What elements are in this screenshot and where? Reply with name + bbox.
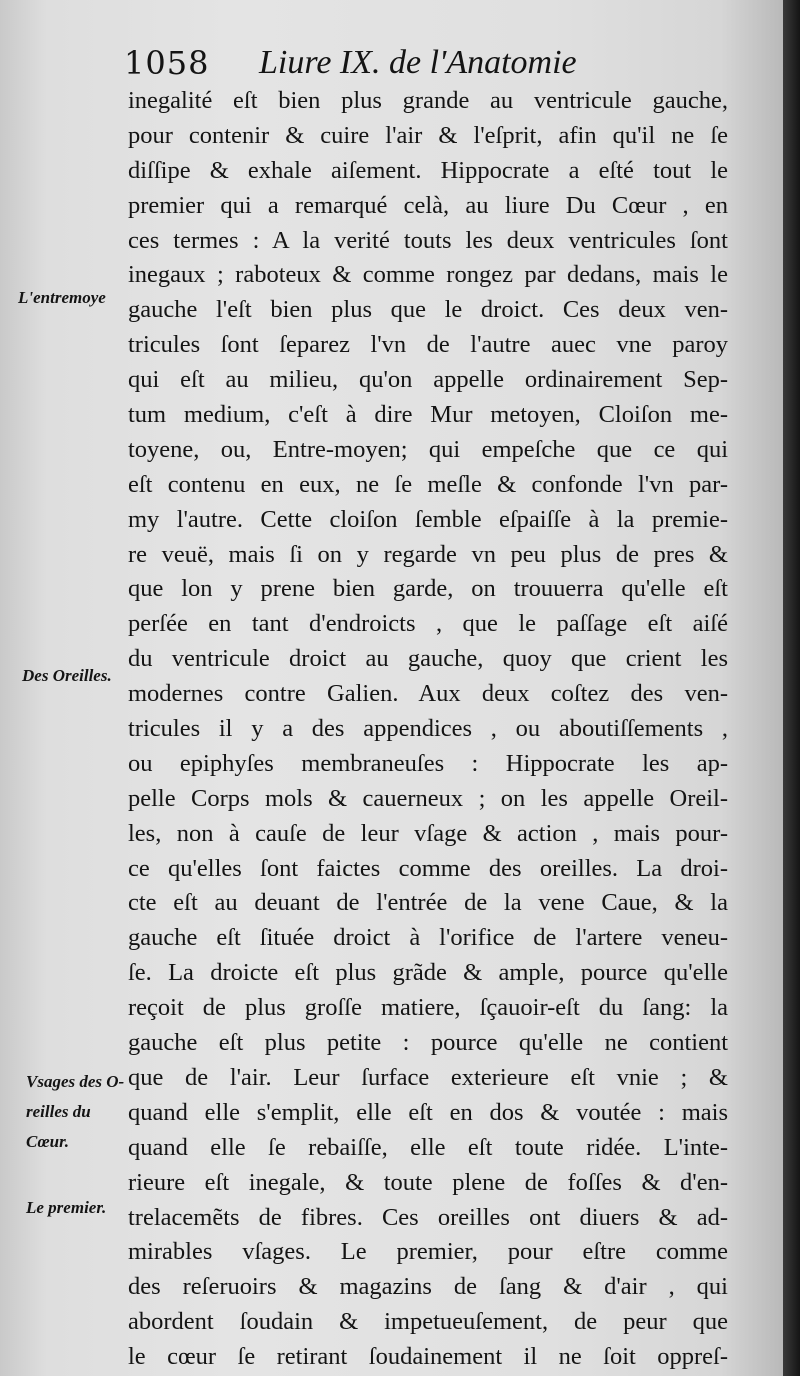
- text-line: pour contenir & cuire l'air & l'eſprit, afin qu'il ne ſe: [128, 121, 728, 149]
- text-line: les, non à cauſe de leur vſage & action , mais pour-: [128, 819, 728, 847]
- text-line: le cœur ſe retirant ſoudainement il ne ſoit oppreſ-: [128, 1343, 728, 1371]
- text-line: modernes contre Galien. Aux deux coſtez des ven-: [128, 680, 728, 708]
- page-edge-shadow: [783, 0, 800, 1376]
- text-line: ſe. La droicte eſt plus grãde & ample, pource qu'elle: [128, 959, 728, 987]
- text-line: rieure eſt inegale, & toute plene de foſſes & d'en-: [128, 1168, 728, 1196]
- text-line: que de l'air. Leur ſurface exterieure eſt vnie ; &: [128, 1063, 728, 1091]
- text-line: my l'autre. Cette cloiſon ſemble eſpaiſſe à la premie-: [128, 505, 728, 533]
- page-number: 1058: [124, 44, 210, 82]
- text-line: diſſipe & exhale aiſement. Hippocrate a eſté tout le: [128, 156, 728, 184]
- text-line: tum medium, c'eſt à dire Mur metoyen, Cloiſon me-: [128, 401, 728, 429]
- margin-note-oreilles: Des Oreilles.: [22, 666, 112, 685]
- text-line: ce qu'elles ſont faictes comme des oreilles. La droi-: [128, 854, 728, 882]
- text-line: inegalité eſt bien plus grande au ventricule gauche,: [128, 87, 728, 114]
- text-line: quand elle ſe rebaiſſe, elle eſt toute ridée. L'inte-: [128, 1133, 728, 1161]
- running-header: [124, 40, 724, 86]
- text-line: quand elle s'emplit, elle eſt en dos & voutée : mais: [128, 1098, 728, 1126]
- text-line: gauche eſt plus petite : pource qu'elle ne contient: [128, 1029, 728, 1057]
- text-line: cte eſt au deuant de l'entrée de la vene Caue, & la: [128, 889, 728, 917]
- text-line: gauche l'eſt bien plus que le droict. Ces deux ven-: [128, 296, 728, 324]
- margin-note-vsages-2: reilles du: [26, 1102, 91, 1121]
- text-line: trelacemẽts de fibres. Ces oreilles ont diuers & ad-: [128, 1203, 728, 1231]
- text-line: du ventricule droict au gauche, quoy que crient les: [128, 645, 728, 673]
- body-text: [128, 84, 728, 1375]
- margin-note-vsages-3: Cœur.: [26, 1132, 69, 1151]
- text-line: des reſeruoirs & magazins de ſang & d'air , qui: [128, 1273, 728, 1301]
- text-line: reçoit de plus groſſe matiere, ſçauoir-eſt du ſang: la: [128, 994, 728, 1022]
- text-line: pelle Corps mols & cauerneux ; on les appelle Oreil-: [128, 784, 728, 812]
- text-line: perſée en tant d'endroicts , que le paſſage eſt aiſé: [128, 610, 728, 638]
- text-line: qui eſt au milieu, qu'on appelle ordinairement Sep-: [128, 366, 728, 394]
- text-line: que lon y prene bien garde, on trouuerra qu'elle eſt: [128, 575, 728, 603]
- text-line: inegaux ; raboteux & comme rongez par dedans, mais le: [128, 261, 728, 289]
- running-title: Liure IX. de l'Anatomie: [259, 44, 577, 81]
- text-line: ou epiphyſes membraneuſes : Hippocrate les ap-: [128, 749, 728, 777]
- margin-note-vsages-1: Vsages des O-: [26, 1072, 125, 1091]
- text-line: abordent ſoudain & impetueuſement, de peur que: [128, 1308, 728, 1336]
- text-line: gauche eſt ſituée droict à l'orifice de l'artere veneu-: [128, 924, 728, 952]
- text-line: toyene, ou, Entre-moyen; qui empeſche que ce qui: [128, 435, 728, 463]
- text-line: re veuë, mais ſi on y regarde vn peu plus de pres &: [128, 540, 728, 568]
- text-line: mirables vſages. Le premier, pour eſtre comme: [128, 1238, 728, 1266]
- text-line: eſt contenu en eux, ne ſe meſle & confonde l'vn par-: [128, 470, 728, 498]
- margin-note-entremoyen: L'entremoye: [18, 288, 106, 307]
- text-line: tricules ſont ſeparez l'vn de l'autre auec vne paroy: [128, 331, 728, 359]
- margin-note-premier: Le premier.: [26, 1198, 107, 1217]
- text-line: ces termes : A la verité touts les deux ventricules ſont: [128, 226, 728, 254]
- text-line: tricules il y a des appendices , ou aboutiſſements ,: [128, 715, 728, 743]
- margin-notes: [0, 0, 130, 1376]
- text-line: premier qui a remarqué celà, au liure Du Cœur , en: [128, 191, 728, 219]
